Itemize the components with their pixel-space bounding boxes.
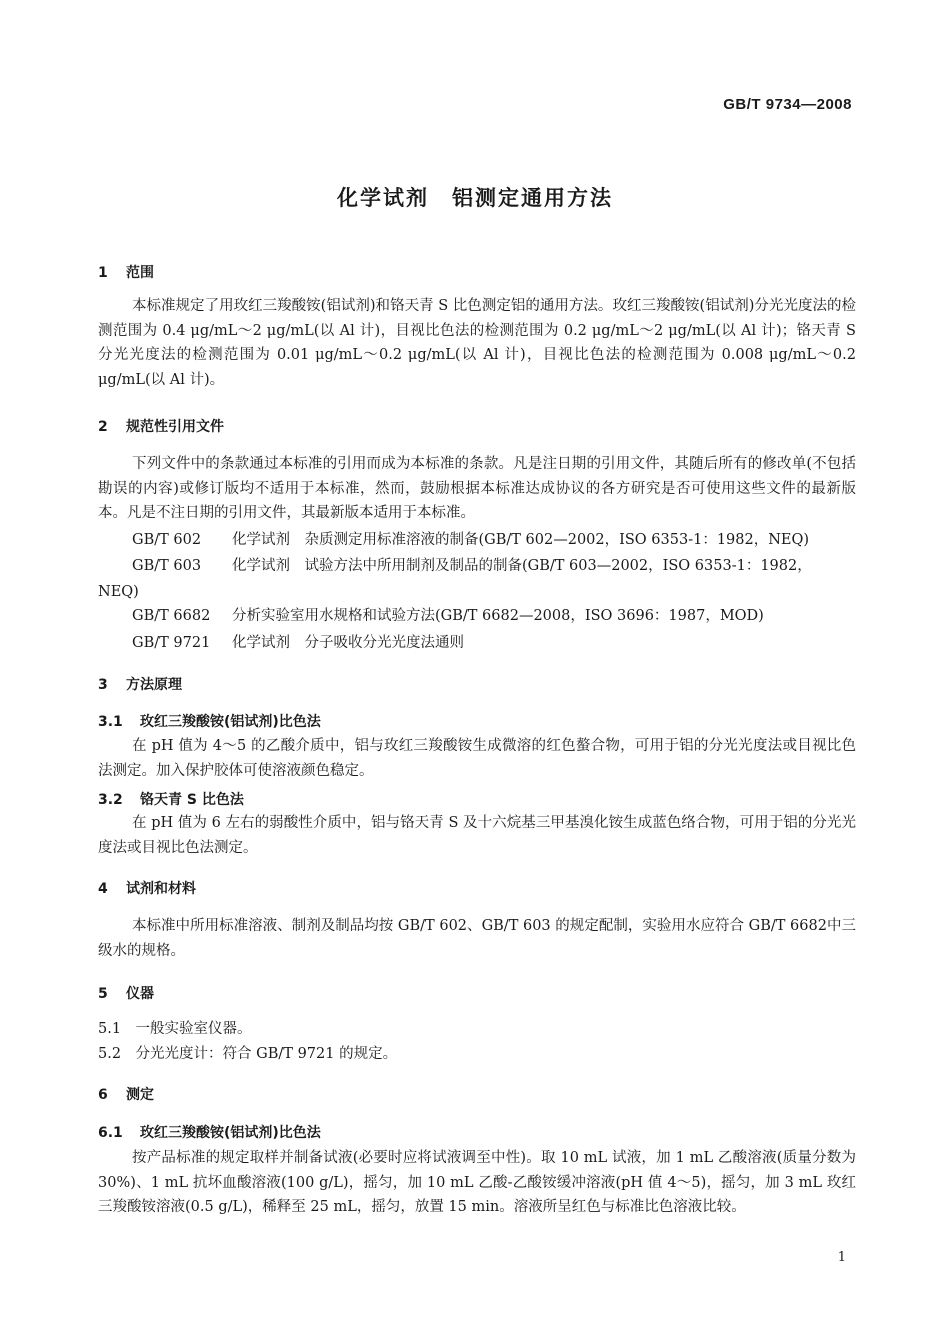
subsection-number: 6.1 xyxy=(98,1125,123,1141)
reference-code: GB/T 603 xyxy=(132,558,202,574)
reference-item xyxy=(132,528,856,553)
reference-item xyxy=(132,554,856,579)
subsection-title: 玫红三羧酸铵(铝试剂)比色法 xyxy=(140,714,321,730)
section-5-heading xyxy=(98,983,154,1003)
section-title: 方法原理 xyxy=(126,677,182,693)
subsection-number: 3.2 xyxy=(98,792,123,808)
reference-item xyxy=(132,631,856,656)
section-3-heading xyxy=(98,674,182,694)
reference-title: 分析实验室用水规格和试验方法(GB/T 6682—2008，ISO 3696：1987，MOD) xyxy=(232,608,764,624)
section-title: 测定 xyxy=(126,1087,154,1103)
section-title: 仪器 xyxy=(126,986,154,1002)
section-number: 3 xyxy=(98,677,108,693)
section-2-paragraph: 下列文件中的条款通过本标准的引用而成为本标准的条款。凡是注日期的引用文件，其随后所有的修改单(不包括勘误的内容)或修订版均不适用于本标准，然而，鼓励根据本标准达成协议的各方研究是否可使用这些文件的最新版本。凡是不注日期的引用文件，其最新版本适用于本标准。 xyxy=(98,456,856,521)
subsection-3-1-paragraph: 在 pH 值为 4～5 的乙酸介质中，铝与玫红三羧酸铵生成微溶的红色螯合物，可用于铝的分光光度法或目视比色法测定。加入保护胶体可使溶液颜色稳定。 xyxy=(98,738,856,779)
section-4-heading xyxy=(98,878,196,898)
section-title: 范围 xyxy=(126,265,154,281)
reference-title: 化学试剂 试验方法中所用制剂及制品的制备(GB/T 603—2002，ISO 6353-1：1982， xyxy=(232,558,812,574)
reference-code: GB/T 602 xyxy=(132,532,202,548)
reference-code: GB/T 9721 xyxy=(132,635,211,651)
subsection-3-2-paragraph: 在 pH 值为 6 左右的弱酸性介质中，铝与铬天青 S 及十六烷基三甲基溴化铵生成蓝色络合物，可用于铝的分光光度法或目视比色法测定。 xyxy=(98,815,856,856)
subsection-3-2-heading xyxy=(98,789,244,809)
document-title: 化学试剂 铝测定通用方法 xyxy=(337,186,613,210)
page-number: 1 xyxy=(837,1250,846,1265)
section-2-heading xyxy=(98,416,224,436)
list-item: 5.2 分光光度计：符合 GB/T 9721 的规定。 xyxy=(98,1046,398,1062)
subsection-3-1-heading xyxy=(98,711,321,731)
subsection-6-1-heading xyxy=(98,1122,321,1142)
section-number: 4 xyxy=(98,881,108,897)
section-1-paragraph: 本标准规定了用玫红三羧酸铵(铝试剂)和铬天青 S 比色测定铝的通用方法。玫红三羧酸铵(铝试剂)分光光度法的检测范围为 0.4 μg/mL～2 μg/mL(以 Al 计)，目视比色法的检测范围为 0.2 μg/mL～2 μg/mL(以 Al 计)；铬天青 S 分光光度法的检测范围为 0.01 μg/mL～0.2 μg/mL(以 Al 计)，目视比色法的检测范围为 0.008 μg/mL～0.2 μg/mL(以 Al 计)。 xyxy=(98,298,856,388)
reference-title: 化学试剂 分子吸收分光光度法通则 xyxy=(232,635,464,651)
section-title: 规范性引用文件 xyxy=(126,419,224,435)
subsection-6-1-paragraph: 按产品标准的规定取样并制备试液(必要时应将试液调至中性)。取 10 mL 试液，加 1 mL 乙酸溶液(质量分数为 30%)、1 mL 抗坏血酸溶液(100 g/L)，摇匀，加 10 mL 乙酸-乙酸铵缓冲溶液(pH 值 4～5)，摇匀，加 3 mL 玫红三羧酸铵溶液(0.5 g/L)，稀释至 25 mL，摇匀，放置 15 min。溶液所呈红色与标准比色溶液比较。 xyxy=(98,1150,856,1215)
section-title: 试剂和材料 xyxy=(126,881,196,897)
section-number: 6 xyxy=(98,1087,108,1103)
list-item: 5.1 一般实验室仪器。 xyxy=(98,1021,252,1037)
reference-item xyxy=(132,604,856,629)
section-6-heading xyxy=(98,1084,154,1104)
reference-code: GB/T 6682 xyxy=(132,608,211,624)
standard-number: GB/T 9734—2008 xyxy=(723,96,852,113)
subsection-title: 玫红三羧酸铵(铝试剂)比色法 xyxy=(140,1125,321,1141)
reference-continuation: NEQ) xyxy=(98,584,139,600)
section-number: 2 xyxy=(98,419,108,435)
subsection-number: 3.1 xyxy=(98,714,123,730)
section-1-heading xyxy=(98,262,154,282)
reference-title: 化学试剂 杂质测定用标准溶液的制备(GB/T 602—2002，ISO 6353-1：1982，NEQ) xyxy=(232,532,810,548)
section-number: 1 xyxy=(98,265,108,281)
section-number: 5 xyxy=(98,986,108,1002)
section-4-paragraph: 本标准中所用标准溶液、制剂及制品均按 GB/T 602、GB/T 603 的规定配制，实验用水应符合 GB/T 6682中三级水的规格。 xyxy=(98,918,856,959)
subsection-title: 铬天青 S 比色法 xyxy=(140,792,244,808)
